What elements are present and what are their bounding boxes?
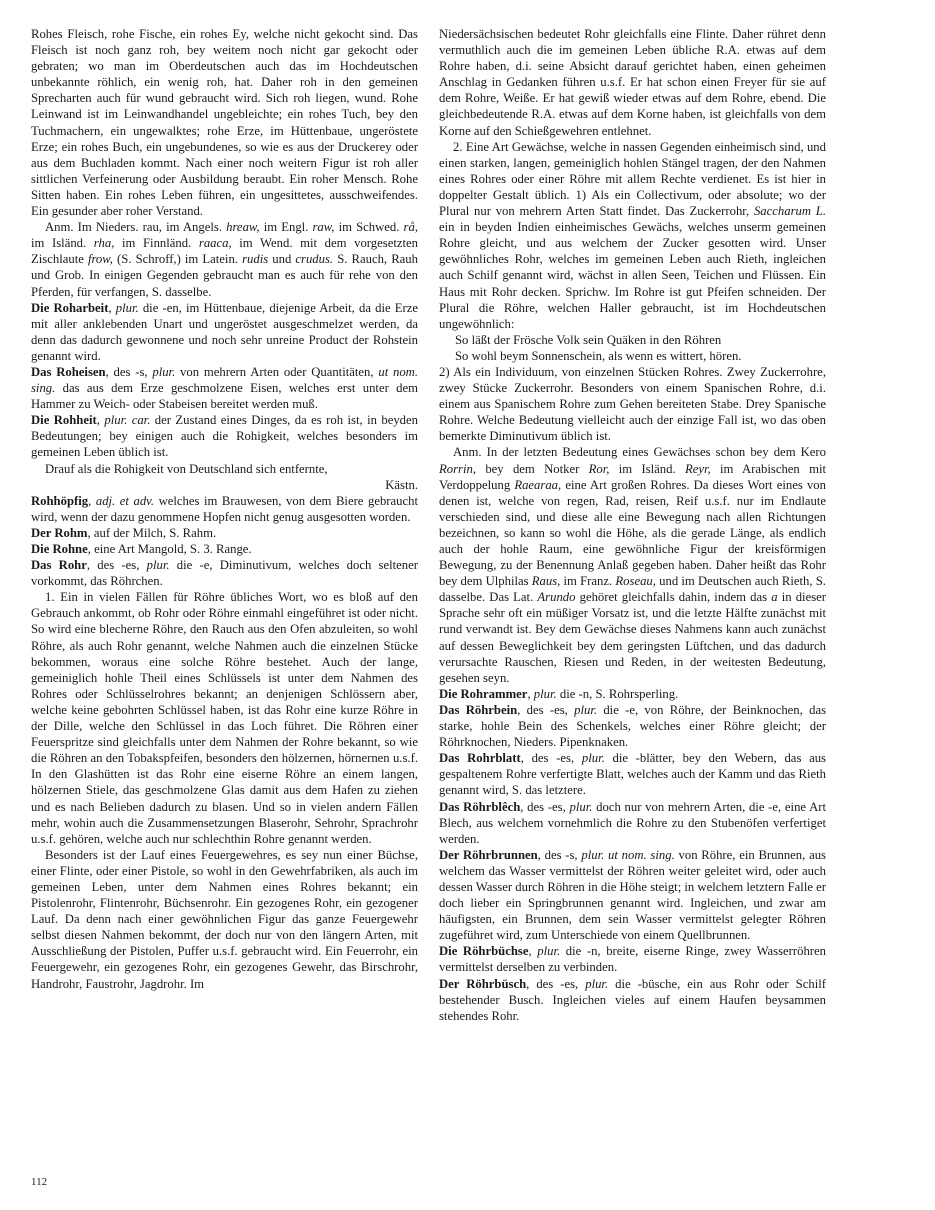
italic-term: rudis xyxy=(242,252,269,267)
italic-term: rha, xyxy=(93,236,115,251)
page-number: 112 xyxy=(31,1176,48,1188)
entry-rohrblatt xyxy=(439,750,826,798)
verse-line xyxy=(439,348,826,364)
text-run: So wohl beym Sonnenschein, als wenn es wittert, hören. xyxy=(455,348,742,363)
headword: Das Rohr xyxy=(31,558,87,573)
italic-term: plur. xyxy=(115,300,139,315)
text-run: , des -es, xyxy=(520,751,582,766)
headword: Die Röhrbüchse xyxy=(439,944,529,959)
text-run: die -n, S. Rohrsperling. xyxy=(556,686,679,701)
italic-term: plur. xyxy=(585,976,609,991)
text-run: Besonders ist der Lauf eines Feuergewehres, es sey nun einer Büchse, einer Flinte, oder einer Pistole, so wohl in den Gewehrfabriken, als auch im gemeinen Leben, unter dem Nahmen eines Rohres bekannt; ein Pistolenrohr, Flintenrohr, Büchsenrohr. Ein gezogenes Rohr, ein gezogener Lauf. Da denn nach einer gewöhnlichen Figur das ganze Feuergewehr selbst diesen Nahmen bekommt, der doch nur von den längern Arten, mit Ausschließung der Pistolen, Puffer u.s.f. gebraucht wird. Ein Feuerrohr, ein Feuergewehr, ein gezogenes Rohr, ein gezogenes Gewehr, das Birschrohr, Handrohr, Faustrohr, Jagdrohr. Im xyxy=(31,847,418,991)
entry-roehrbuechse xyxy=(439,943,826,975)
italic-term: crudus. xyxy=(295,252,334,267)
paragraph xyxy=(439,364,826,444)
text-run: und im Deutschen auch Rieth, S. dasselbe. Das Lat. xyxy=(439,574,826,605)
italic-term: adj. et adv. xyxy=(95,493,155,508)
headword: Das Roheisen xyxy=(31,364,106,379)
italic-term: hreaw, xyxy=(226,220,260,235)
left-column xyxy=(31,26,418,992)
headword: Die Rohheit xyxy=(31,413,97,428)
text-run: im Finnländ. xyxy=(114,236,199,251)
entry-rohheit xyxy=(31,412,418,460)
text-run: in dieser Sprache sehr oft ein müßiger Vorsatz ist, und die letzte Hälfte zunächst mit rund verwandt ist. Bey dem Gewächse dieses Nahmens kann auch zunächst auf dessen Beweglichkeit bey dem geringsten Lüftchen, und das dadurch verursachte Rauschen, Riesen und Reden, in der weitesten Bedeutung, gesehen seyn. xyxy=(439,590,826,685)
headword: Rohhöpfig xyxy=(31,493,89,508)
text-run: der Zustand eines Dinges, da es roh ist, in beyden Bedeutungen; bey einigen auch die Rohigkeit, welches besonders im gemeinen Leben üblich ist. xyxy=(31,413,418,460)
italic-term: plur. xyxy=(152,364,176,379)
text-run: von Röhre, ein Brunnen, aus welchem das Wasser vermittelst der Röhren weiter geleitet wird, oder auch dessen Wasser durch Röhren in die Höhe steigt; in welchem letztern Falle er doch lieber ein Springbrunnen genannt wird. Ingleichen, und zwar am häufigsten, ein Brunnen, dem sein Wasser vermittelst gelegter Röhren zugeführet wird, zum Unterschiede von einem Quellbrunnen. xyxy=(439,847,827,943)
headword: Das Rohrblatt xyxy=(439,751,521,766)
headword: Der Röhrbrunnen xyxy=(439,847,538,862)
entry-roheisen xyxy=(31,364,418,412)
text-run: eine Art großen Rohres. Da dieses Wort eines von denen ist, welche von regen, Rad, reisen, Reif u.s.f. nur im Endlaute verschieden sind, und diese alle eine Bewegung nach allen Richtungen bezeichnen, so kann so wohl die Höhe, als die gerade Länge, als endlich auch der hohle Raum, eine gewöhnliche Figur der kreisförmigen Bewegung, zu der Benennung Anlaß gegeben haben. Daher heißt das Rohr bey dem Ulphilas xyxy=(439,477,826,589)
headword: Die Roharbeit xyxy=(31,300,109,315)
entry-rohne xyxy=(31,541,418,557)
italic-term: Saccharum L. xyxy=(753,204,826,219)
italic-term: plur. xyxy=(581,751,605,766)
headword: Der Röhrbüsch xyxy=(439,976,527,991)
italic-term: Arundo xyxy=(537,590,576,605)
right-column xyxy=(439,26,826,1024)
text-run: So läßt der Frösche Volk sein Quäken in den Röhren xyxy=(455,332,722,347)
text-run: Kästn. xyxy=(385,477,418,492)
entry-rohrammer xyxy=(439,686,826,702)
text-run: , xyxy=(108,300,116,315)
text-run: Anm. Im Nieders. rau, im Angels. xyxy=(45,220,227,235)
text-run: Niedersächsischen bedeutet Rohr gleichfalls eine Flinte. Daher rühret denn vermuthlich auch die im gemeinen Leben übliche R.A. etwas auf dem Rohre haben, d.i. seine Absicht darauf gerichtet haben, einen geheimen Anschlag in Gedanken führen u.s.f. Er hat schon einen Freyer für sie auf dem Rohre, Weiße. Er hat gewiß wieder etwas auf dem Rohre, ebend. Die gleichbedeutende R.A. etwas auf dem Korne haben, ist gleichfalls von dem Korne auf den Schießgewehren entlehnet. xyxy=(439,27,826,138)
text-run: im Isländ. xyxy=(609,461,685,476)
italic-term: a xyxy=(771,590,778,605)
etymology-note xyxy=(439,444,826,685)
text-run: die -e, von Röhre, der Beinknochen, das starke, hohle Bein des Schenkels, welches einer Röhre gleicht; der Röhrknochen, Nieders. Pipenknaken. xyxy=(439,702,827,750)
text-run: welches im Brauwesen, von dem Biere gebraucht wird, wenn der dazu genommene Hopfen nicht genug ausgesotten worden. xyxy=(31,493,419,524)
text-run: im Engl. xyxy=(259,220,313,235)
text-run: von mehrern Arten oder Quantitäten, xyxy=(175,364,379,379)
italic-term: plur. xyxy=(146,558,170,573)
quotation-source xyxy=(31,477,418,493)
text-run: im Arabischen mit Verdoppelung xyxy=(439,461,827,492)
text-run: die -büsche, ein aus Rohr oder Schilf bestehender Busch. Ingleichen vieles auf einem Haufen beysammen stehendes Rohr. xyxy=(439,976,826,1023)
entry-roehrbein xyxy=(439,702,826,750)
text-run: die -e, Diminutivum, welches doch seltener vorkommt, das Röhrchen. xyxy=(31,558,418,589)
text-run: 1. Ein in vielen Fällen für Röhre übliches Wort, wo es bloß auf den Gebrauch ankommt, ob Rohr oder Röhre einmahl eingeführet ist oder nicht. So wird eine blecherne Röhre, den Rauch aus den Ofen abzuleiten, so wohl Röhre, als auch Rohr genannt, welche Nahmen auch die einzelnen Stücke bekommen, woraus eine solche Röhre bestehet. Auch der lange, gemeiniglich hohle Theil eines Schlüssels ist unter dem Nahmen des Rohres oder Schlüsselrohres bekannt; an denjenigen Schlössern aber, welche keine gebohrten Schlüssel haben, ist das Rohr eine kurze Röhre in der Dille, welche den Schlüssel in das Loch führet. Die Röhren einer Feuerspritze sind gleichfalls unter dem Nahmen der Rohre bekannt, so wie die Röhren an den Tobakspfeifen, besonders den hölzernen, hörnernen u.s.f. In den Glashütten ist das Rohr eine eiserne Röhre an einem langen, hölzernen Stiele, das geschmolzene Glas damit aus dem Hafen zu ziehen und es nach Belieben dadurch zu blasen. Und so in vielen andern Fällen mehr, wohin auch die Zusammensetzungen Blaserohr, Sehrohr, Sprachrohr u.s.f. gehören, welche auch nur schlechthin Rohre genannt werden. xyxy=(31,590,418,846)
italic-term: plur. ut nom. sing. xyxy=(581,847,675,862)
paragraph xyxy=(31,589,418,847)
entry-rohhoepfig xyxy=(31,493,418,525)
paragraph xyxy=(439,26,826,139)
text-run: Drauf als die Rohigkeit von Deutschland sich entfernte, xyxy=(45,461,328,476)
headword: Der Rohm xyxy=(31,525,88,540)
paragraph xyxy=(31,26,418,219)
text-run: , auf der Milch, S. Rahm. xyxy=(87,525,217,540)
headword: Die Rohrammer xyxy=(439,686,528,701)
italic-term: plur. xyxy=(574,702,598,717)
entry-rohr xyxy=(31,557,418,589)
text-run: ein in beyden Indien einheimisches Gewächs, welches unserm gemeinen Rohre gleicht, und aus welchem der Zucker gesotten wird. Unser gewöhnliches Rohr, welches im gemeinen Leben auch Rieth, ingleichen auch Schilf genannt wird, wächst in allen Seen, Teichen und Flüssen. Ein Haus mit Rohr decken. Sprichw. Im Rohre ist gut Pfeifen schneiden. Der Plural die Röhre, welchen Haller gebraucht, ist im Hochdeutschen ungewöhnlich: xyxy=(439,220,826,331)
italic-term: Rorrin, xyxy=(439,461,477,476)
text-run: S. Rauch, Rauh und Grob. In einigen Gegenden gebraucht man es auch für rehe von den Pferden, für verfangen, S. dasselbe. xyxy=(31,252,418,299)
text-run: die -n, breite, eiserne Ringe, zwey Wasserröhren vermittelst derselben zu verbinden. xyxy=(439,944,826,975)
text-run: im Isländ. xyxy=(31,236,94,251)
paragraph xyxy=(439,139,826,332)
italic-term: ut nom. sing. xyxy=(31,364,419,396)
text-run: , eine Art Mangold, S. 3. Range. xyxy=(87,542,252,556)
etymology-note xyxy=(31,219,418,299)
text-run: , des -s, xyxy=(537,847,582,862)
text-run: Anm. In der letzten Bedeutung eines Gewächses schon bey dem Kero xyxy=(453,445,826,460)
text-run: gehöret gleichfalls dahin, indem das xyxy=(575,590,772,605)
italic-term: raw, xyxy=(312,220,335,235)
text-run: die -en, im Hüttenbaue, diejenige Arbeit, da die Erze mit aller anklebenden Unart und ungeröstet ausgeschmelzet werden, da denn das dadurch gewonnene und noch sehr unreine Product der Rohstein genannt wird. xyxy=(31,300,418,363)
text-run: bey dem Notker xyxy=(476,461,589,476)
text-run: , des -es, xyxy=(526,976,586,991)
text-run: und xyxy=(268,252,296,267)
italic-term: frow, xyxy=(87,252,113,267)
text-run: das aus dem Erze geschmolzene Eisen, welches erst unter dem Hammer zu Weich- oder Stabeisen bereitet werden muß. xyxy=(31,381,418,412)
italic-term: Raus, xyxy=(531,574,561,589)
italic-term: Ror, xyxy=(588,461,610,476)
entry-roharbeit xyxy=(31,300,418,364)
italic-term: Roseau, xyxy=(615,574,656,589)
italic-term: rå, xyxy=(403,220,418,235)
text-run: im Schwed. xyxy=(334,220,404,235)
italic-term: Reyr, xyxy=(684,461,711,476)
text-run: im Franz. xyxy=(560,574,616,589)
text-run: , xyxy=(96,413,105,428)
text-run: , xyxy=(88,493,96,508)
italic-term: raaca, xyxy=(198,236,232,251)
headword: Das Röhrblêch xyxy=(439,799,521,814)
paragraph xyxy=(31,847,418,992)
entry-roehrblech xyxy=(439,799,826,847)
text-run: , xyxy=(528,944,538,959)
text-run: , des -es, xyxy=(517,702,575,717)
headword: Die Rohne xyxy=(31,542,88,556)
text-run: im Wend. mit dem vorgesetzten Zischlaute xyxy=(31,236,418,267)
italic-term: Raearaa, xyxy=(514,477,562,492)
italic-term: plur. car. xyxy=(104,413,151,428)
italic-term: plur. xyxy=(569,799,593,814)
verse-line xyxy=(439,332,826,348)
entry-roehrbrunnen xyxy=(439,847,826,944)
headword: Das Röhrbein xyxy=(439,702,518,717)
text-run: doch nur von mehrern Arten, die -e, eine Art Blech, aus welchem vornehmlich die Rohre zu den Stubenöfen verfertiget werden. xyxy=(439,799,826,846)
text-run: (S. Schroff,) im Latein. xyxy=(112,252,243,267)
text-run: , des -es, xyxy=(86,558,147,573)
text-run: die -blätter, bey den Webern, das aus gespaltenem Rohre verfertigte Blatt, welches auch der Kamm und das Rieth genannt wird, S. das letztere. xyxy=(439,751,826,798)
text-run: , des -s, xyxy=(105,364,153,379)
text-run: 2. Eine Art Gewächse, welche in nassen Gegenden einheimisch sind, und einen starken, langen, gemeiniglich hohlen Stängel tragen, der den Nahmen eines Rohres oder einer Röhre mit allem Rechte verdienet. Es ist hier in doppelter Gestalt üblich. 1) Als ein Collectivum, oder absolute; wo der Plural nur von mehrern Arten Statt findet. Das Zuckerrohr, xyxy=(439,139,826,219)
italic-term: plur. xyxy=(537,944,561,959)
italic-term: plur. xyxy=(533,686,557,701)
text-run: , xyxy=(527,686,534,701)
entry-rohrbusch xyxy=(439,976,826,1024)
text-run: Rohes Fleisch, rohe Fische, ein rohes Ey, welche nicht gekocht sind. Das Fleisch ist noch ganz roh, bey weitem noch nicht gar gekocht oder gebraten; wo man im Oberdeutschen auch das im Hochdeutschen unbekannte röhlich, ein wenig roh, hat. Daher roh in den gemeinen Sprecharten auch für wund gebraucht wird. Sich roh liegen, wund. Rohe Leinwand ist im Leinwandhandel ungebleichte; ein rohes Tuch, bey den Tuchmachern, ein ungewalktes; rohe Erze, im Hüttenbaue, ungeröstete Erze; ein rohes Buch, ein ungebundenes, so wie es aus der Druckerey oder aus dem Buchladen kommt. Nach einer noch weitern Figur ist roh aller sittlichen Verfeinerung oder Ausbildung beraubt. Ein roher Mensch. Rohe Sitten haben. Ein rohes Leben führen, ein ungesittetes, ausschweifendes. Ein gesunder aber roher Verstand. xyxy=(31,27,418,219)
text-run: 2) Als ein Individuum, von einzelnen Stücken Rohres. Zwey Zuckerrohre, zwey Stücke Zuckerrohr. Besonders von einem Spanischen Rohre, d.i. einem aus Spanischem Rohre zum Gehen bereiteten Stabe. Drey Spanische Rohre. Welche Bedeutung vielleicht auch der einzige Fall ist, wo das oben bemerkte Diminutivum üblich ist. xyxy=(439,364,826,444)
quotation xyxy=(31,461,418,477)
entry-rohm xyxy=(31,525,418,541)
text-run: , des -es, xyxy=(520,799,570,814)
